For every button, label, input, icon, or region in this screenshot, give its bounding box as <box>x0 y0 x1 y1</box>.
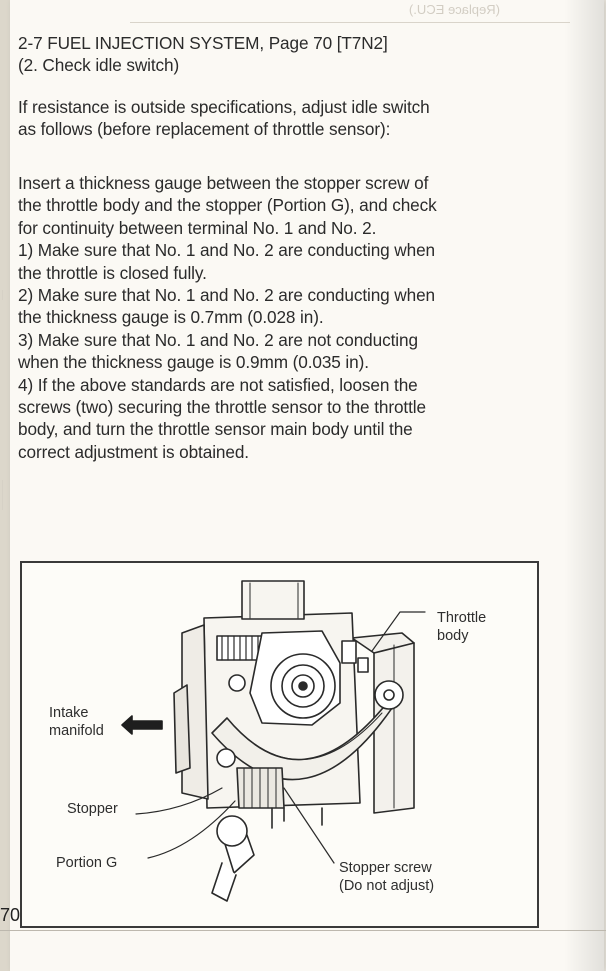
label-line: Throttle <box>437 610 487 626</box>
procedure-line: 1) Make sure that No. 1 and No. 2 are conducting when <box>18 240 435 261</box>
procedure-line: screws (two) securing the throttle sensor to the throttle <box>18 397 426 418</box>
label-portion-g: Portion G <box>56 855 118 871</box>
label-line: body <box>437 628 469 644</box>
label-line: Stopper screw <box>339 860 432 876</box>
page-title <box>18 32 540 77</box>
procedure-line: when the thickness gauge is 0.9mm (0.035 in). <box>18 352 369 373</box>
procedure-line: 2) Make sure that No. 1 and No. 2 are conducting when <box>18 285 435 306</box>
procedure-line: the throttle is closed fully. <box>18 262 207 283</box>
spine-shadow <box>564 0 604 971</box>
intro-line: If resistance is outside specifications, adjust idle switch <box>18 97 430 117</box>
intake-arrow <box>122 716 162 734</box>
intro-paragraph <box>18 96 540 141</box>
procedure-line: for continuity between terminal No. 1 and No. 2. <box>18 217 377 238</box>
label-stopper-screw <box>339 859 434 895</box>
label-line: manifold <box>49 723 104 739</box>
label-line: (Do not adjust) <box>339 878 435 894</box>
bottom-rule <box>0 930 606 931</box>
top-rule <box>130 22 570 23</box>
procedure-line: the throttle body and the stopper (Portion G), and check <box>18 195 437 216</box>
figure-frame <box>20 561 539 928</box>
label-line: Intake <box>49 705 89 721</box>
page-number: 70 <box>0 905 21 925</box>
procedure-line: 4) If the above standards are not satisfied, loosen the <box>18 374 418 395</box>
procedure-line: the thickness gauge is 0.7mm (0.028 in). <box>18 307 324 328</box>
intro-line: as follows (before replacement of throttle sensor): <box>18 119 391 140</box>
procedure-line: body, and turn the throttle sensor main body until the <box>18 419 413 440</box>
margin-mark <box>2 480 17 510</box>
bleed-through-text: (Replace ECU.) <box>408 2 500 17</box>
label-throttle-body <box>437 609 486 645</box>
procedure-line: 3) Make sure that No. 1 and No. 2 are not conducting <box>18 329 418 350</box>
procedure-paragraph <box>18 172 540 463</box>
sensor-screw <box>375 681 403 709</box>
margin-mark <box>2 290 17 300</box>
label-intake-manifold <box>49 704 104 740</box>
procedure-line: Insert a thickness gauge between the stopper screw of <box>18 173 429 193</box>
subtitle-line: (2. Check idle switch) <box>18 55 180 76</box>
label-stopper: Stopper <box>67 801 118 817</box>
title-line: 2-7 FUEL INJECTION SYSTEM, Page 70 [T7N2] <box>18 33 388 53</box>
procedure-line: correct adjustment is obtained. <box>18 441 249 462</box>
top-pipe <box>242 581 304 619</box>
